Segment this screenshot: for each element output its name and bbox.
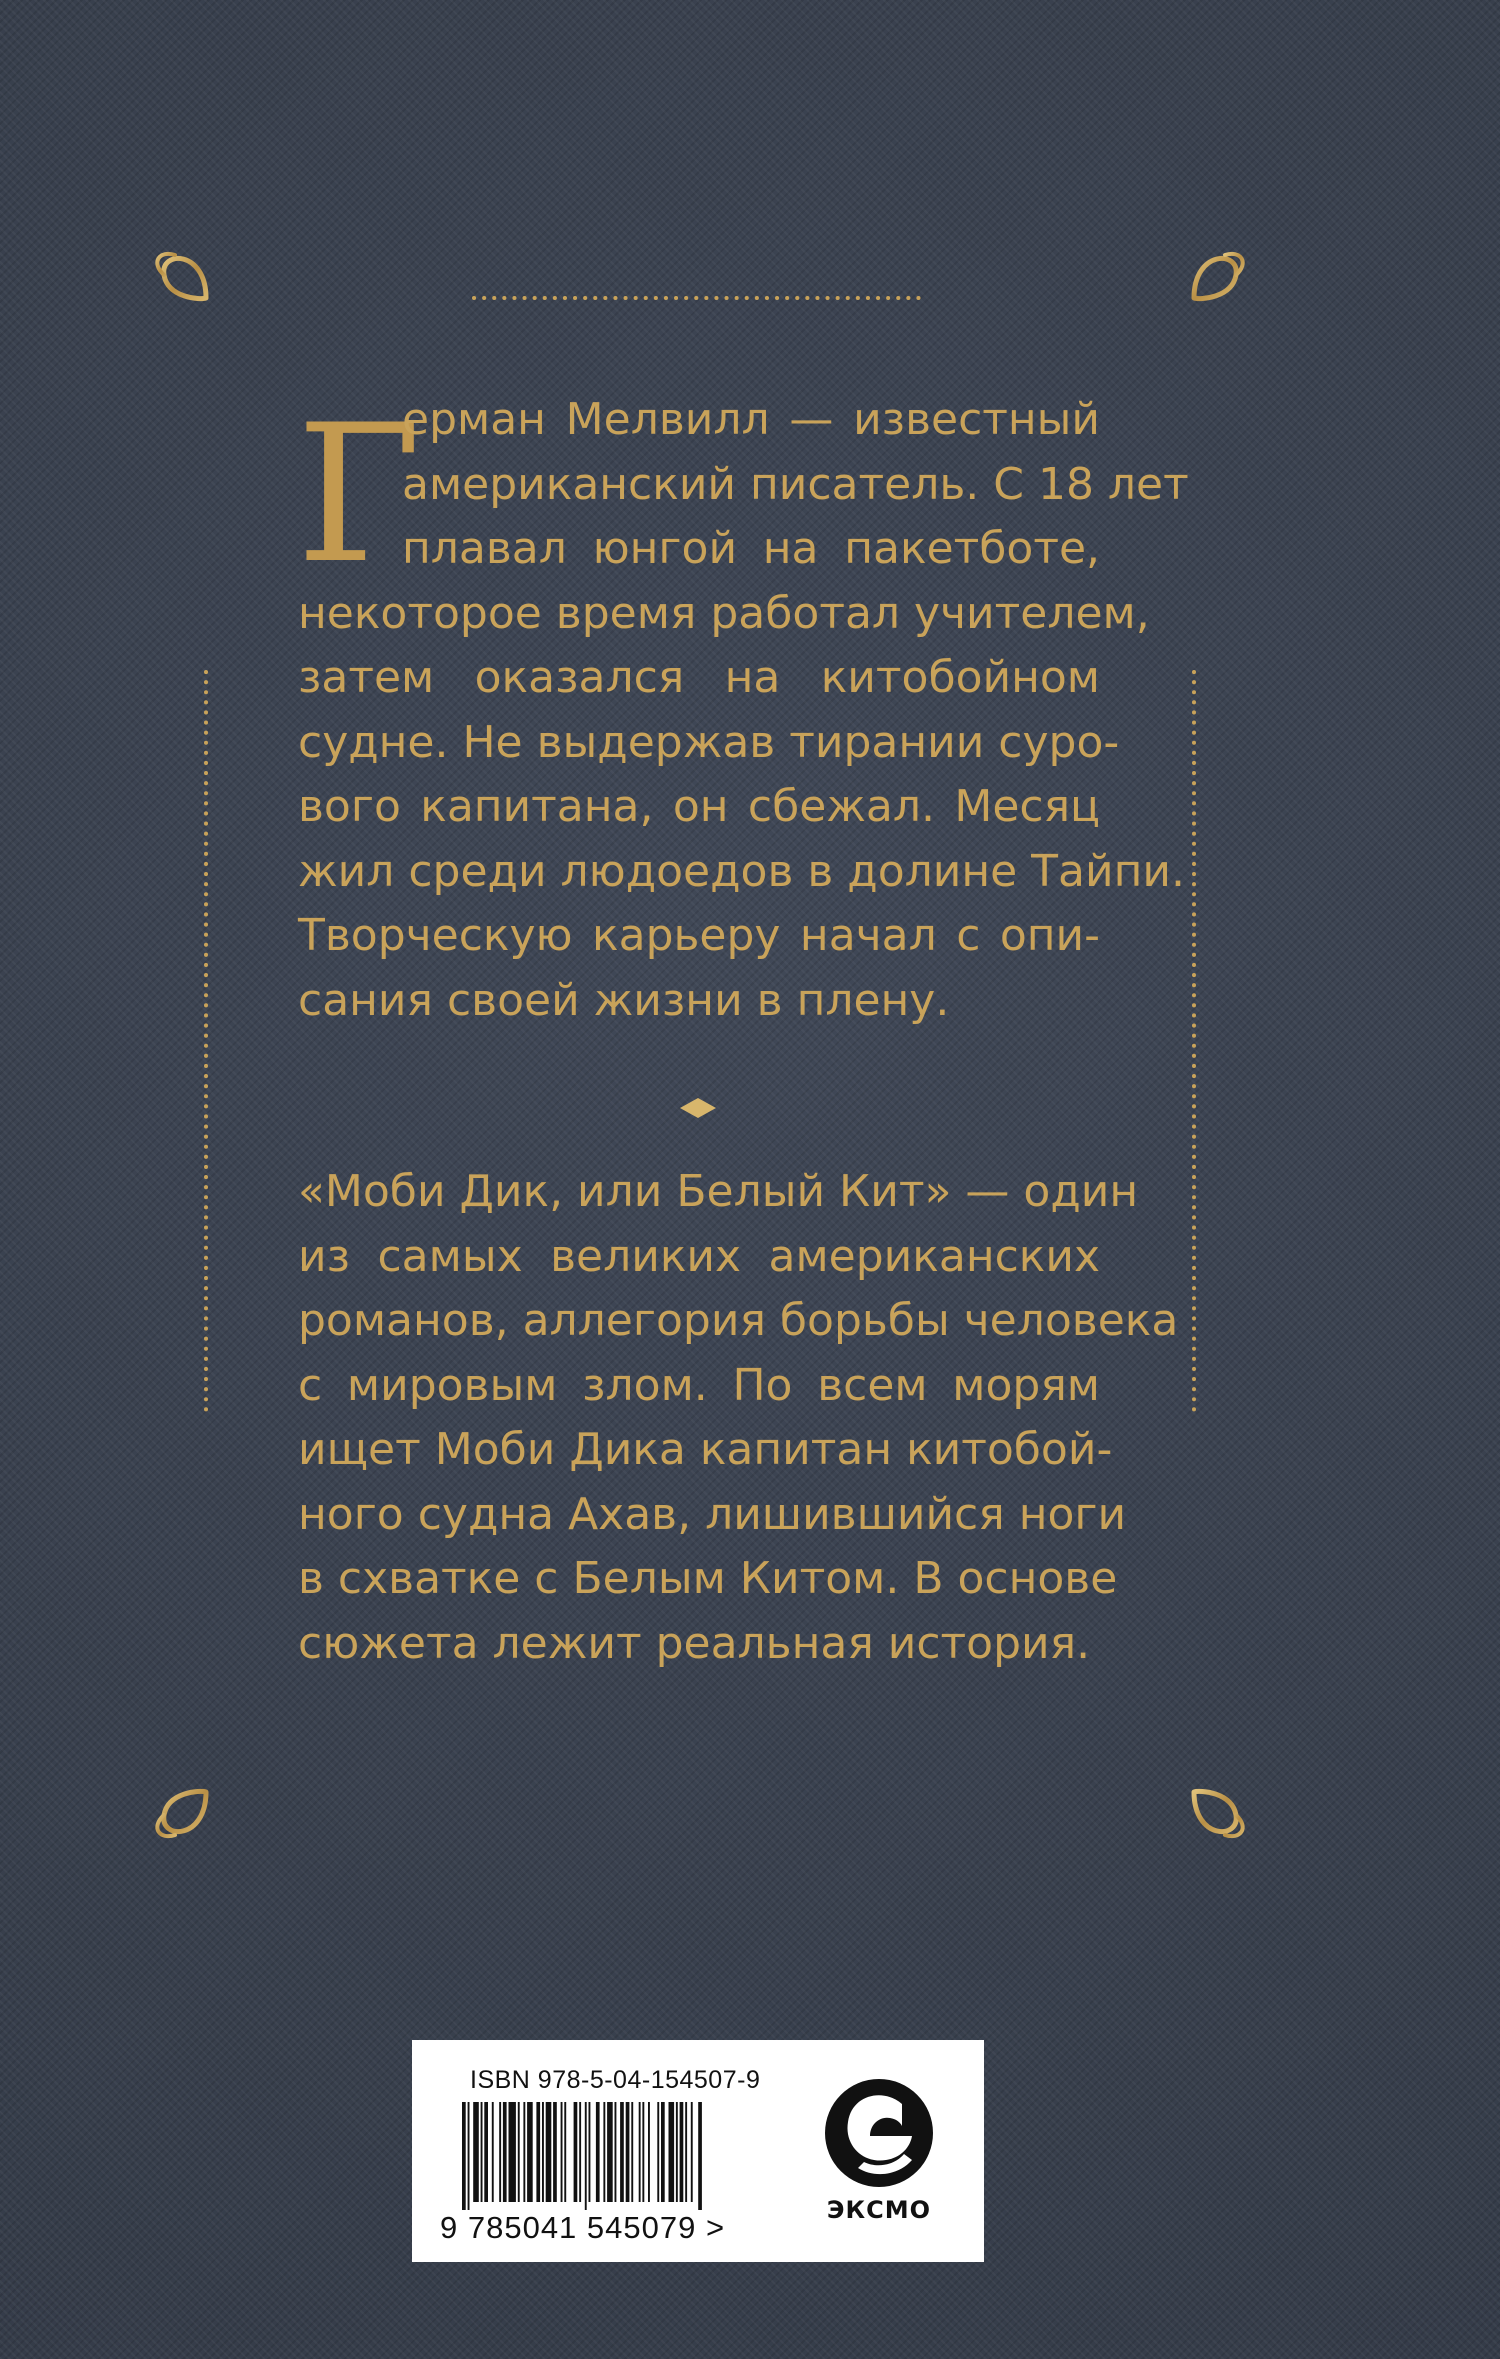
corner-loop-br [1194, 1791, 1236, 1831]
summary-line: из самых великих американских [298, 1230, 1100, 1282]
corner-loop-tr [1194, 258, 1236, 298]
barcode-digits: 9 785041 545079 > [440, 2210, 726, 2245]
summary-line: ищет Моби Дика капитан китобой- [298, 1424, 1113, 1475]
publisher-name: ЭКСМО [826, 2196, 932, 2224]
summary-line: сюжета лежит реальная история. [298, 1617, 1091, 1669]
barcode-bar [631, 2102, 633, 2202]
bio-line: американский писатель. С 18 лет [402, 458, 1189, 510]
barcode-bar [639, 2102, 641, 2202]
barcode-panel [412, 2040, 984, 2262]
corner-loop-tl [164, 258, 206, 298]
barcode-bar [698, 2102, 702, 2210]
barcode-bar [536, 2102, 540, 2202]
bio-line: Творческую карьеру начал с опи- [298, 910, 1100, 961]
barcode-bar [499, 2102, 501, 2202]
barcode-bar [615, 2102, 617, 2202]
barcode-bar [642, 2102, 644, 2202]
barcode-bar [518, 2102, 520, 2202]
bio-line: сания своей жизни в плену. [298, 974, 950, 1026]
barcode-bar [564, 2102, 566, 2202]
drop-cap: Г [296, 384, 422, 605]
barcode-bar [685, 2102, 687, 2202]
barcode-bar [492, 2102, 494, 2202]
barcode-bar [574, 2102, 578, 2202]
barcode-bar [468, 2102, 470, 2210]
barcode-bar [473, 2102, 479, 2202]
barcode-bar [676, 2102, 678, 2202]
barcode-bar [603, 2102, 605, 2202]
corner-loop-bl [164, 1791, 206, 1831]
divider-ornament [530, 1098, 870, 1118]
barcode-bar [527, 2102, 533, 2202]
barcode-bar [561, 2102, 563, 2202]
bio-line: плавал юнгой на пакетботе, [402, 523, 1100, 574]
barcode-bar [481, 2102, 483, 2202]
barcode-bar [484, 2102, 488, 2202]
barcode-bar [579, 2102, 581, 2202]
barcode-bar [509, 2102, 516, 2202]
barcode-bar [462, 2102, 466, 2210]
barcode-bar [669, 2102, 675, 2202]
bio-line: судне. Не выдержав тирании суро- [298, 716, 1120, 768]
barcode-bar [661, 2102, 665, 2202]
barcode-bar [546, 2102, 552, 2202]
barcode-bar [503, 2102, 507, 2202]
barcode-bar [607, 2102, 613, 2202]
barcode-bar [648, 2102, 650, 2202]
barcode-bar [596, 2102, 600, 2202]
barcode-bars [462, 2102, 752, 2210]
bio-line: некоторое время работал учителем, [298, 587, 1150, 639]
barcode-bar [585, 2102, 587, 2210]
bio-line: жил среди людоедов в долине Тайпи. [298, 845, 1185, 897]
summary-line: с мировым злом. По всем морям [298, 1359, 1100, 1411]
barcode-bar [589, 2102, 591, 2202]
barcode-bar [542, 2102, 544, 2202]
summary-line: в схватке с Белым Китом. В основе [298, 1553, 1118, 1604]
bio-line: затем оказался на китобойном [298, 652, 1100, 703]
summary-line: романов, аллегория борьбы человека [298, 1295, 1179, 1346]
barcode-bar [523, 2102, 525, 2202]
bio-line: вого капитана, он сбежал. Месяц [298, 781, 1100, 832]
isbn-label: ISBN 978-5-04-154507-9 [470, 2066, 761, 2094]
book-summary [298, 1160, 1179, 1676]
barcode-bar [553, 2102, 557, 2202]
barcode-bar [657, 2102, 659, 2202]
summary-line: «Моби Дик, или Белый Кит» — один [298, 1166, 1139, 1217]
barcode-bar [620, 2102, 624, 2202]
summary-line: ного судна Ахав, лишившийся ноги [298, 1488, 1127, 1540]
author-bio [296, 384, 1189, 1033]
eksmo-logo-icon [824, 2074, 934, 2192]
barcode-bar [626, 2102, 630, 2202]
barcode-bar [680, 2102, 684, 2202]
bio-line: ерман Мелвилл — известный [402, 394, 1100, 445]
barcode-bar [691, 2102, 693, 2202]
